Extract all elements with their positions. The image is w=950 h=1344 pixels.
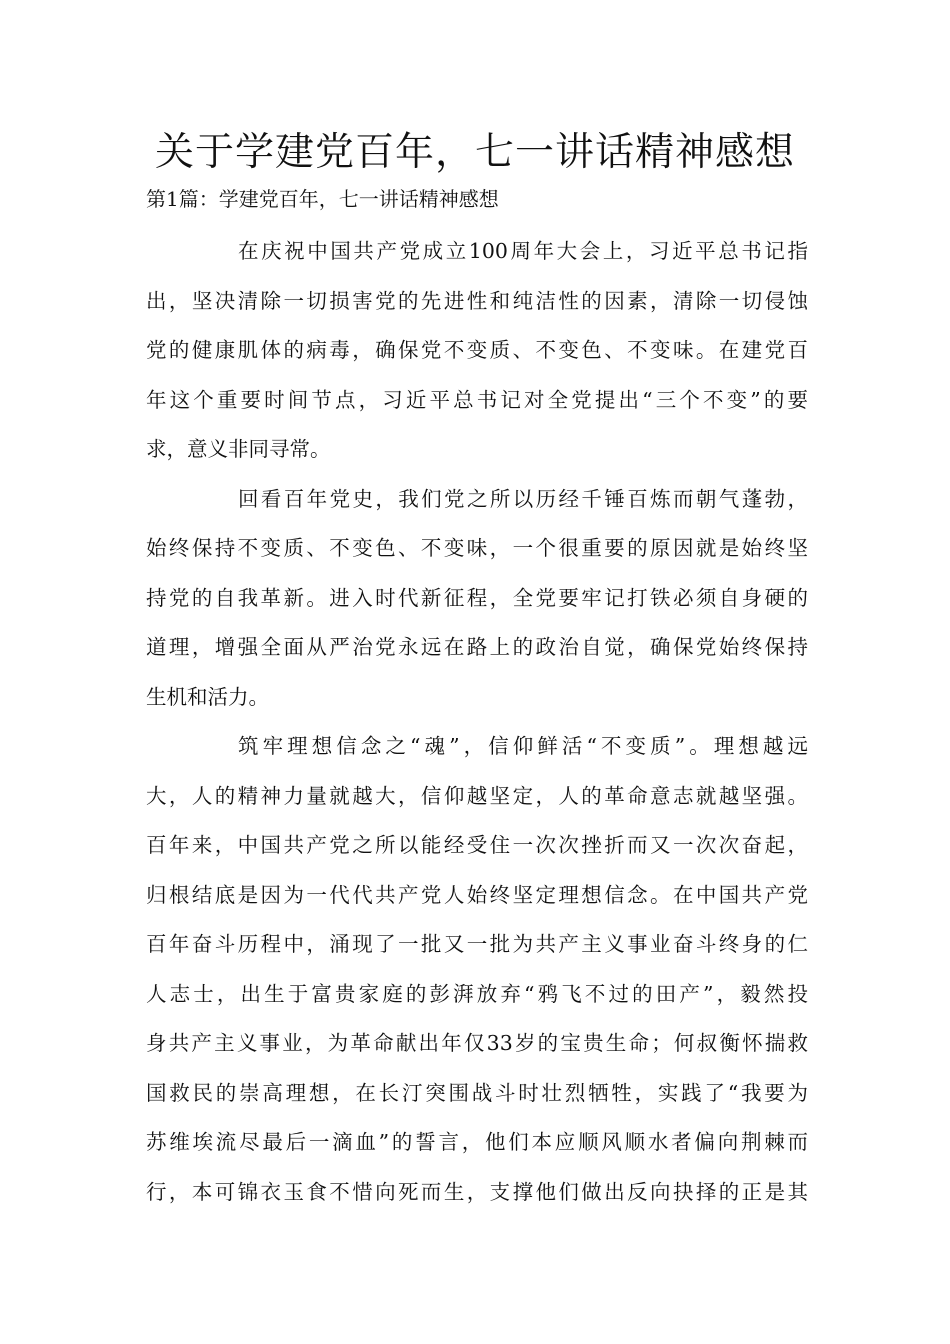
body-line: 道理，增强全面从严治党永远在路上的政治自觉，确保党始终保持 <box>146 635 808 659</box>
body-line: 筑牢理想信念之“魂”，信仰鲜活“不变质”。理想越远 <box>238 734 808 758</box>
body-line: 国救民的崇高理想，在长汀突围战斗时壮烈牺牲，实践了“我要为 <box>146 1081 808 1105</box>
body-line: 年这个重要时间节点，习近平总书记对全党提出“三个不变”的要 <box>146 388 808 412</box>
body-line: 求，意义非同寻常。 <box>146 437 331 461</box>
body-line: 苏维埃流尽最后一滴血”的誓言，他们本应顺风顺水者偏向荆棘而 <box>146 1130 808 1154</box>
body-line: 回看百年党史，我们党之所以历经千锤百炼而朝气蓬勃， <box>238 487 808 511</box>
body-line: 归根结底是因为一代代共产党人始终坚定理想信念。在中国共产党 <box>146 883 808 907</box>
body-line: 在庆祝中国共产党成立100周年大会上，习近平总书记指 <box>238 239 808 263</box>
body-line: 始终保持不变质、不变色、不变味，一个很重要的原因就是始终坚 <box>146 536 808 560</box>
body-line: 出，坚决清除一切损害党的先进性和纯洁性的因素，清除一切侵蚀 <box>146 289 808 313</box>
body-line: 持党的自我革新。进入时代新征程，全党要牢记打铁必须自身硬的 <box>146 586 808 610</box>
body-line: 生机和活力。 <box>146 685 269 709</box>
body-line: 人志士，出生于富贵家庭的彭湃放弃“鸦飞不过的田产”，毅然投 <box>146 982 808 1006</box>
body-line: 党的健康肌体的病毒，确保党不变质、不变色、不变味。在建党百 <box>146 338 808 362</box>
document-subtitle: 第1篇：学建党百年，七一讲话精神感想 <box>146 187 499 211</box>
body-line: 百年来，中国共产党之所以能经受住一次次挫折而又一次次奋起， <box>146 833 808 857</box>
body-line: 身共产主义事业，为革命献出年仅33岁的宝贵生命；何叔衡怀揣救 <box>146 1031 808 1055</box>
body-line: 大，人的精神力量就越大，信仰越坚定，人的革命意志就越坚强。 <box>146 784 808 808</box>
document-title: 关于学建党百年，七一讲话精神感想 <box>154 130 795 175</box>
body-line: 行，本可锦衣玉食不惜向死而生，支撑他们做出反向抉择的正是其 <box>146 1180 808 1204</box>
body-line: 百年奋斗历程中，涌现了一批又一批为共产主义事业奋斗终身的仁 <box>146 932 808 956</box>
